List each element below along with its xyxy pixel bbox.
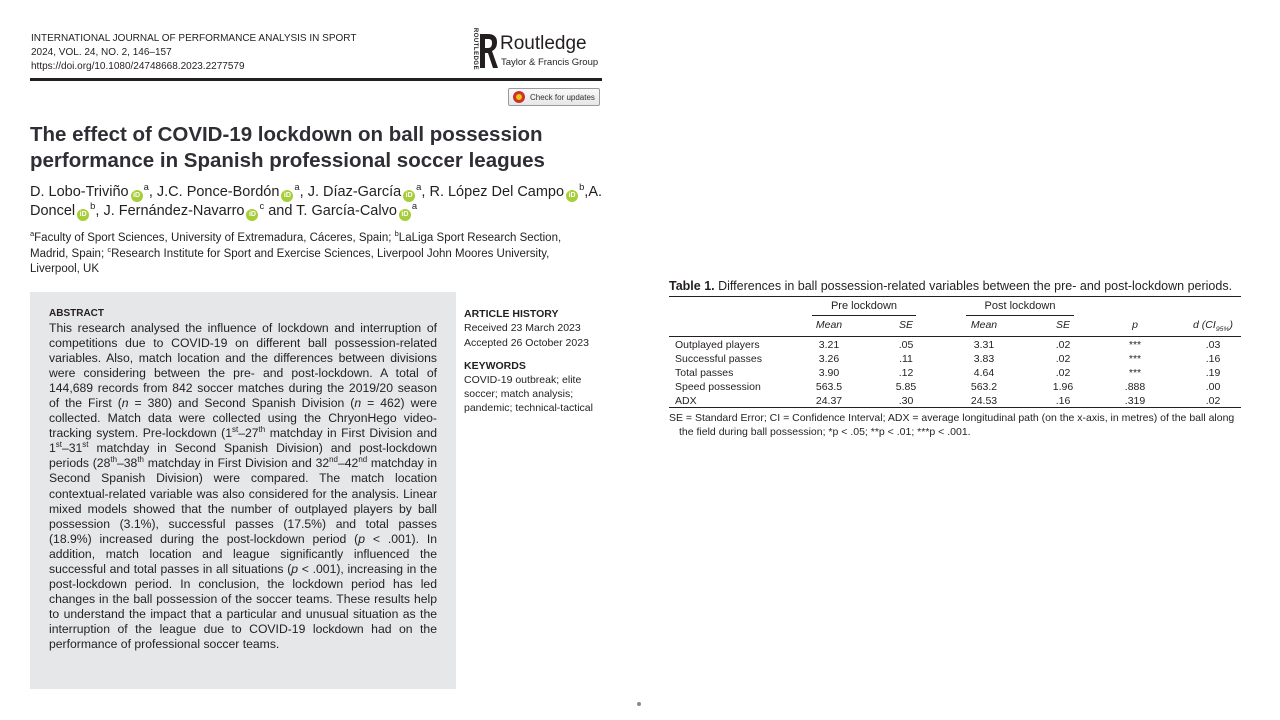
- table-note-line-2: the field during ball possession; *p < .05; **p < .01; ***p < .001.: [679, 426, 971, 438]
- author-name: R. López Del Campo: [429, 184, 565, 200]
- journal-issue: 2024, VOL. 24, NO. 2, 146–157: [31, 47, 172, 58]
- crossmark-icon: [513, 91, 525, 103]
- author-name: J.C. Ponce-Bordón: [156, 184, 280, 200]
- orcid-icon[interactable]: iD: [131, 190, 143, 202]
- author-affiliation-mark: a: [294, 181, 300, 193]
- publisher-vertical-label: ROUTLEDGE: [472, 27, 479, 71]
- affiliation-b: LaLiga Sport Research Section, Madrid, Spain;: [30, 232, 562, 260]
- table-cell: ***: [1128, 367, 1142, 379]
- table-note: [669, 411, 1249, 439]
- table-row-label: Total passes: [675, 367, 734, 379]
- table-cell: 24.53: [970, 395, 998, 407]
- orcid-icon[interactable]: iD: [566, 190, 578, 202]
- table-caption: [669, 279, 1232, 293]
- table-cell: 3.31: [973, 339, 995, 351]
- table-cell: .319: [1124, 395, 1146, 407]
- table-header-rule: [669, 336, 1241, 337]
- col-post-mean: Mean: [970, 319, 998, 331]
- table-cell: .02: [1055, 339, 1071, 351]
- keywords-text: COVID-19 outbreak; elite soccer; match analysis; pandemic; technical-tactical: [464, 374, 593, 414]
- col-post-se: SE: [1055, 319, 1070, 331]
- table-label: Table 1.: [669, 279, 715, 293]
- table-cell: .02: [1055, 353, 1071, 365]
- article-history-heading: ARTICLE HISTORY: [464, 308, 559, 320]
- table-row-label: ADX: [675, 395, 697, 407]
- article-history: [464, 321, 589, 351]
- table-cell: 4.64: [973, 367, 995, 379]
- accepted-date: Accepted 26 October 2023: [464, 337, 589, 349]
- check-for-updates-label: Check for updates: [530, 93, 595, 102]
- author-name: J. Fernández-Navarro: [103, 203, 245, 219]
- table-cell: .16: [1205, 353, 1221, 365]
- orcid-icon[interactable]: iD: [281, 190, 293, 202]
- affiliation-a: Faculty of Sport Sciences, University of Extremadura, Cáceres, Spain;: [34, 232, 395, 244]
- table-cell: ***: [1128, 339, 1142, 351]
- keywords-heading: KEYWORDS: [464, 360, 526, 372]
- table-cell: .02: [1055, 367, 1071, 379]
- table-cell: 1.96: [1052, 381, 1074, 393]
- page-indicator-dot: [637, 702, 641, 706]
- table-cell: 3.83: [973, 353, 995, 365]
- table-cell: .888: [1124, 381, 1146, 393]
- table-cell: 5.85: [895, 381, 917, 393]
- author-name: D. Lobo-Triviño: [30, 184, 129, 200]
- table-cell: .11: [899, 353, 913, 365]
- author-affiliation-mark: a: [416, 181, 422, 193]
- publisher-name: Routledge: [500, 33, 587, 54]
- author-affiliation-mark: b: [579, 181, 585, 193]
- table-cell: 563.5: [815, 381, 843, 393]
- publisher-logo: [468, 27, 602, 72]
- table-cell: .00: [1205, 381, 1221, 393]
- table-row-label: Speed possession: [675, 381, 761, 393]
- author-affiliation-mark: c: [259, 200, 265, 212]
- check-for-updates-button[interactable]: [508, 88, 600, 106]
- group-pre-rule: [812, 315, 916, 316]
- table-cell: .19: [1205, 367, 1221, 379]
- journal-doi-link[interactable]: https://doi.org/10.1080/24748668.2023.2277579: [31, 61, 245, 72]
- orcid-icon[interactable]: iD: [403, 190, 415, 202]
- author-list: D. Lobo-Triviño $iD^a$, J.C. Ponce-Bordón $iD^a$, J. Díaz-García $iD^a$, R. López Del Campo $iD^b,A$. Doncel $iD^b$, J. Fernández-Navarro $iD^c$ and T. García-Calvo $iD^a$: [30, 181, 603, 219]
- table-cell: .05: [898, 339, 914, 351]
- author-affiliation-mark: a: [143, 181, 149, 193]
- affiliation-c: Research Institute for Sport and Exercise Sciences, Liverpool John Moores University, Liverpool, UK: [30, 247, 550, 275]
- table-cell: .16: [1055, 395, 1071, 407]
- table-cell: 3.21: [818, 339, 840, 351]
- header-rule: [30, 78, 602, 81]
- author-affiliation-mark: b: [90, 200, 96, 212]
- table-bottom-rule: [669, 407, 1241, 408]
- table-caption-text: Differences in ball possession-related variables between the pre- and post-lockdown periods.: [714, 279, 1233, 293]
- author-affiliation-mark: a: [411, 200, 418, 212]
- abstract-heading: ABSTRACT: [49, 308, 104, 319]
- col-d: d $(CI_{95\%})$: [1193, 319, 1233, 334]
- table-cell: .02: [1205, 395, 1221, 407]
- orcid-icon[interactable]: iD: [399, 209, 411, 221]
- abstract-text: This research analysed the influence of lockdown and interruption of competitions due to COVID-19 on different ball possession-related variables. Also, match location and the differences between divisions were considering between the pre- and post-lockdown. A total of 144,689 records from 842 soccer matches during the 2019/20 season of the First (n = 380) and Second Spanish Division (n = 462) were collected. Match data were collected using the ChryonHego video-tracking system. Pre-lockdown (1st–27th matchday in First Division and 1st–31st matchday in Second Spanish Division) and post-lockdown periods (28th–38th matchday in First Division and 32nd–42nd matchday in Second Spanish Division) were compared. The match location contextual-related variable was also considered for the analysis. Linear mixed models showed that the number of outplayed players by ball possession (3.1%), successful passes (17.5%) and total passes (18.9%) increased during the post-lockdown period (p < .001). In addition, match location and league significantly influenced the successful and total passes in all situations (p < .001), increasing in the post-lockdown period. In conclusion, the lockdown period has led changes in the ball possession of the soccer teams. These results help to understand the impact that a particular and unusual situation as the interruption of the league due to COVID-19 lockdown had on the performance of professional soccer teams.: [49, 321, 438, 651]
- col-p: p: [1132, 319, 1138, 331]
- journal-name: INTERNATIONAL JOURNAL OF PERFORMANCE ANALYSIS IN SPORT: [31, 33, 357, 44]
- table-cell: .03: [1205, 339, 1221, 351]
- table-cell: .30: [898, 395, 914, 407]
- author-name: A. Doncel: [30, 184, 603, 219]
- publisher-vertical-text: [468, 27, 479, 71]
- affiliations: $^a$Faculty of Sport Sciences, University of Extremadura, Cáceres, Spain; $^b$LaLiga Sport Research Section, Madrid, Spain; $^c$Research Institute for Sport and Exercise Sciences, Liverpool John Moores University, Liverpool, UK: [30, 229, 562, 275]
- orcid-icon[interactable]: iD: [246, 209, 258, 221]
- col-pre-se: SE: [898, 319, 913, 331]
- group-post-lockdown: Post lockdown: [984, 300, 1056, 312]
- paper-title: The effect of COVID-19 lockdown on ball possession performance in Spanish professional soccer leagues: [30, 123, 545, 172]
- table-row-label: Outplayed players: [675, 339, 760, 351]
- author-name: T. García-Calvo: [296, 203, 397, 219]
- group-pre-lockdown: Pre lockdown: [830, 300, 898, 312]
- table-cell: 563.2: [970, 381, 998, 393]
- col-pre-mean: Mean: [815, 319, 843, 331]
- table-cell: 24.37: [815, 395, 843, 407]
- author-name: J. Díaz-García: [307, 184, 402, 200]
- table-cell: ***: [1128, 353, 1142, 365]
- table-top-rule: [669, 296, 1241, 297]
- received-date: Received 23 March 2023: [464, 322, 581, 334]
- table-cell: .12: [898, 367, 914, 379]
- table-cell: 3.90: [818, 367, 840, 379]
- routledge-r-icon: [478, 32, 498, 70]
- table-row-label: Successful passes: [675, 353, 762, 365]
- group-post-rule: [966, 315, 1074, 316]
- table-cell: 3.26: [818, 353, 840, 365]
- publisher-subtitle: Taylor & Francis Group: [501, 57, 599, 68]
- table-note-line-1: SE = Standard Error; CI = Confidence Interval; ADX = average longitudinal path (on the x-axis, in metres) of the ball along: [669, 412, 1235, 424]
- journal-info: [31, 32, 356, 74]
- orcid-icon[interactable]: iD: [77, 209, 89, 221]
